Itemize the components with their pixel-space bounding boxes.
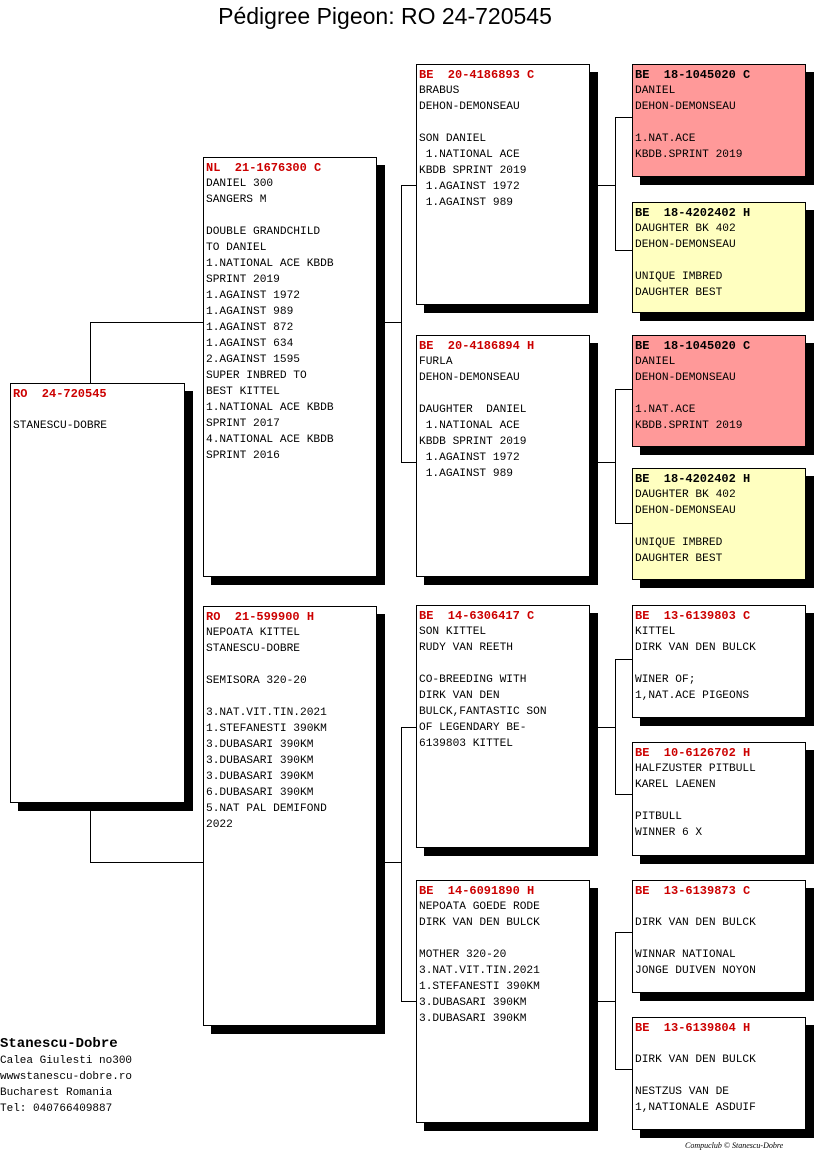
pigeon-card-ddd[interactable] [632,1017,806,1130]
connector [90,322,204,323]
pigeon-card-dam-dam[interactable] [416,880,590,1123]
ring-number: BE 18-4202402 H [635,206,751,220]
ring-number: BE 13-6139873 C [635,884,751,898]
connector [615,932,616,1070]
connector [401,727,402,1002]
pigeon-card-dam-sire[interactable] [416,605,590,848]
connector [615,117,632,118]
pigeon-details: DAUGHTER BK 402 DEHON-DEMONSEAU UNIQUE IMBRED DAUGHTER BEST [635,489,736,565]
connector [615,389,616,524]
ring-number: BE 13-6139804 H [635,1021,751,1035]
pigeon-card-dss[interactable] [632,605,806,718]
ring-number: BE 14-6091890 H [419,884,535,898]
ring-number: RO 24-720545 [13,387,107,401]
connector [615,794,632,795]
connector [615,1069,632,1070]
copyright-credit: Compuclub © Stanescu-Dobre [685,1141,784,1150]
pigeon-card-sire[interactable] [203,157,377,577]
connector [615,523,632,524]
connector [401,462,417,463]
connector [401,1001,417,1002]
pigeon-card-sds[interactable] [632,335,806,447]
breeder-address: Calea Giulesti no300 [0,1055,133,1067]
pigeon-details: NEPOATA GOEDE RODE DIRK VAN DEN BULCK MOTHER 320-20 3.NAT.VIT.TIN.2021 1.STEFANESTI 390KM 3.DUBASARI 390KM 3.DUBASARI 390KM [419,901,540,1025]
pigeon-card-dds[interactable] [632,880,806,993]
breeder-website[interactable]: wwwstanescu-dobre.ro [0,1071,133,1083]
ring-number: NL 21-1676300 C [206,161,322,175]
pigeon-details: KITTEL DIRK VAN DEN BULCK WINER OF; 1,NAT.ACE PIGEONS [635,626,756,702]
pigeon-details: DANIEL 300 SANGERS M DOUBLE GRANDCHILD TO DANIEL 1.NATIONAL ACE KBDB SPRINT 2019 1.AGAINST 1972 1.AGAINST 989 1.AGAINST 872 1.AGAINST 634 2.AGAINST 1595 SUPER INBRED TO BEST KITTEL 1.NATIONAL ACE KBDB SPRINT 2017 4.NATIONAL ACE KBDB SPRINT 2016 [206,178,334,462]
connector [615,659,632,660]
pigeon-details: DIRK VAN DEN BULCK WINNAR NATIONAL JONGE DUIVEN NOYON [635,917,756,977]
pigeon-details: SON KITTEL RUDY VAN REETH CO-BREEDING WITH DIRK VAN DEN BULCK,FANTASTIC SON OF LEGENDARY BE- 6139803 KITTEL [419,626,547,750]
connector [615,389,632,390]
pigeon-details: FURLA DEHON-DEMONSEAU DAUGHTER DANIEL 1.NATIONAL ACE KBDB SPRINT 2019 1.AGAINST 1972 1.AGAINST 989 [419,356,527,480]
pigeon-card-sss[interactable] [632,64,806,177]
connector [597,1001,615,1002]
pigeon-details: BRABUS DEHON-DEMONSEAU SON DANIEL 1.NATIONAL ACE KBDB SPRINT 2019 1.AGAINST 1972 1.AGAINST 989 [419,85,527,209]
breeder-city: Bucharest Romania [0,1087,113,1099]
connector [597,727,615,728]
connector [90,322,91,384]
connector [597,185,615,186]
pigeon-card-sdd[interactable] [632,468,806,580]
ring-number: BE 18-1045020 C [635,68,751,82]
connector [401,185,402,463]
connector [90,862,204,863]
pigeon-card-dsd[interactable] [632,742,806,856]
connector [615,117,616,251]
connector [384,862,402,863]
breeder-name: Stanescu-Dobre [0,1036,118,1052]
pigeon-details: STANESCU-DOBRE [13,420,107,432]
pigeon-card-sire-sire[interactable] [416,64,590,305]
pigeon-details: DANIEL DEHON-DEMONSEAU 1.NAT.ACE KBDB.SPRINT 2019 [635,356,743,432]
breeder-phone: Tel: 040766409887 [0,1103,113,1115]
pigeon-details: HALFZUSTER PITBULL KAREL LAENEN PITBULL WINNER 6 X [635,763,756,839]
connector [615,932,632,933]
connector [90,808,91,863]
connector [384,322,402,323]
connector [597,462,615,463]
pigeon-card-sire-dam[interactable] [416,335,590,577]
ring-number: BE 20-4186894 H [419,339,535,353]
breeder-info [0,1035,132,1117]
ring-number: RO 21-599900 H [206,610,315,624]
connector [401,185,417,186]
pigeon-details: DANIEL DEHON-DEMONSEAU 1.NAT.ACE KBDB.SPRINT 2019 [635,85,743,161]
connector [615,659,616,795]
ring-number: BE 14-6306417 C [419,609,535,623]
pigeon-card-dam[interactable] [203,606,377,1026]
ring-number: BE 18-4202402 H [635,472,751,486]
ring-number: BE 18-1045020 C [635,339,751,353]
ring-number: BE 20-4186893 C [419,68,535,82]
connector [401,727,417,728]
pigeon-card-subject[interactable] [10,383,185,803]
ring-number: BE 10-6126702 H [635,746,751,760]
pigeon-card-ssd[interactable] [632,202,806,313]
page-title: Pédigree Pigeon: RO 24-720545 [218,3,552,29]
pigeon-details: DIRK VAN DEN BULCK NESTZUS VAN DE 1,NATIONALE ASDUIF [635,1054,756,1114]
pigeon-details: NEPOATA KITTEL STANESCU-DOBRE SEMISORA 320-20 3.NAT.VIT.TIN.2021 1.STEFANESTI 390KM 3.DUBASARI 390KM 3.DUBASARI 390KM 3.DUBASARI 390KM 6.DUBASARI 390KM 5.NAT PAL DEMIFOND 2022 [206,627,327,831]
pigeon-details: DAUGHTER BK 402 DEHON-DEMONSEAU UNIQUE IMBRED DAUGHTER BEST [635,223,736,299]
ring-number: BE 13-6139803 C [635,609,751,623]
connector [615,250,632,251]
